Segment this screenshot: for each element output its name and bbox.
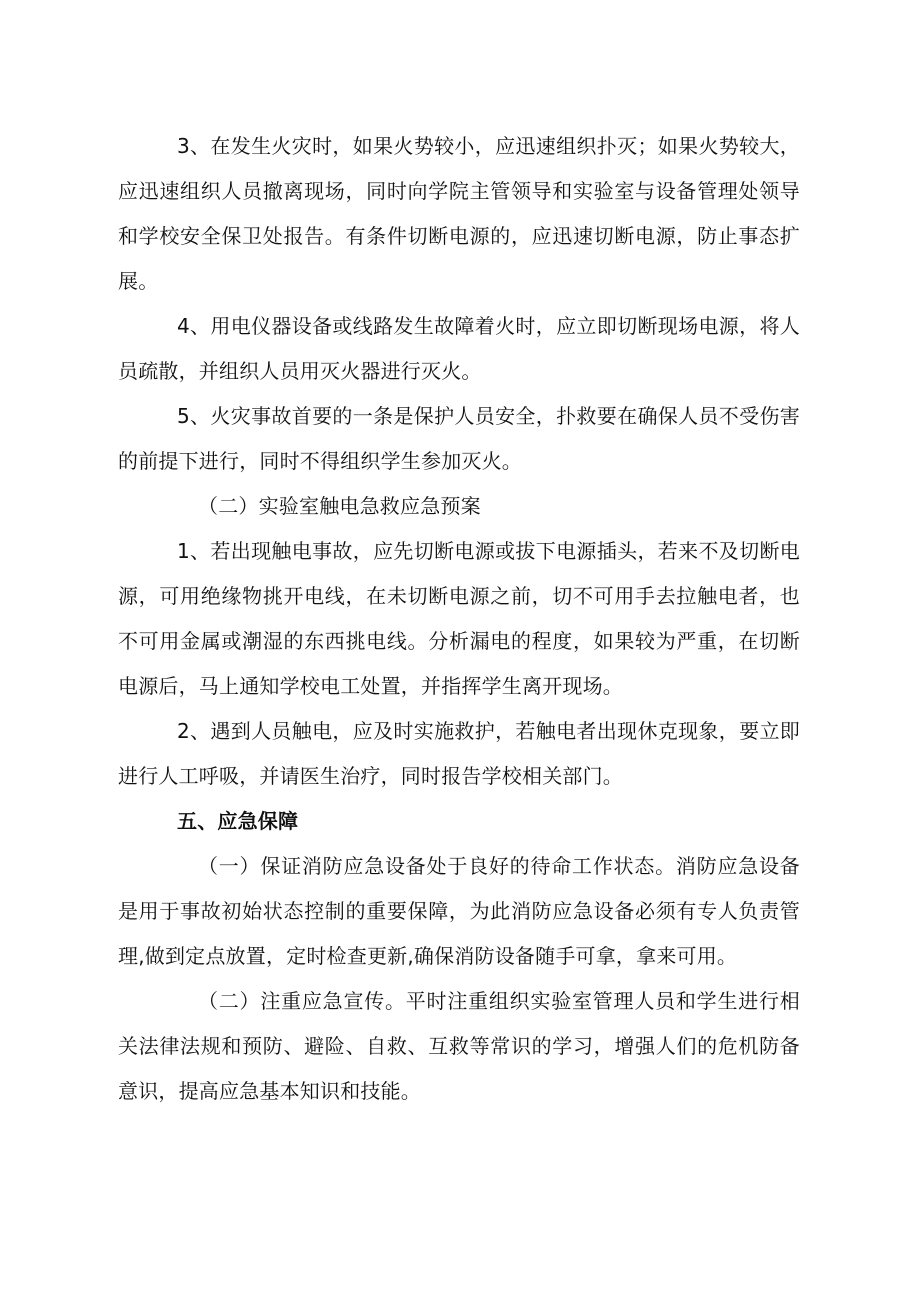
shock-item-1-paragraph: 1、若出现触电事故，应先切断电源或拔下电源插头，若来不及切断电源，可用绝缘物挑开电线，在未切断电源之前，切不可用手去拉触电者，也不可用金属或潮湿的东西挑电线。分析漏电的程度，如果较为严重，在切断电源后，马上通知学校电工处置，并指挥学生离开现场。 (118, 539, 800, 698)
fire-item-3-paragraph: 3、在发生火灾时，如果火势较小，应迅速组织扑灭；如果火势较大，应迅速组织人员撤离现场，同时向学院主管领导和实验室与设备管理处领导和学校安全保卫处报告。有条件切断电源的，应迅速切断电源，防止事态扩展。 (118, 134, 800, 293)
shock-item-2-paragraph: 2、遇到人员触电，应及时实施救护，若触电者出现休克现象，要立即进行人工呼吸，并请医生治疗，同时报告学校相关部门。 (118, 719, 800, 788)
section-5-heading: 五、应急保障 (177, 809, 299, 833)
electric-shock-subheading: （二）实验室触电急救应急预案 (198, 494, 481, 518)
fire-item-4-paragraph: 4、用电仪器设备或线路发生故障着火时，应立即切断现场电源，将人员疏散，并组织人员用灭火器进行灭火。 (118, 314, 800, 383)
guarantee-2-paragraph: （二）注重应急宣传。平时注重组织实验室管理人员和学生进行相关法律法规和预防、避险、自救、互救等常识的学习，增强人们的危机防备意识，提高应急基本知识和技能。 (118, 989, 800, 1103)
fire-item-5-paragraph: 5、火灾事故首要的一条是保护人员安全，扑救要在确保人员不受伤害的前提下进行，同时不得组织学生参加灭火。 (118, 404, 800, 473)
document-body (118, 124, 800, 1114)
guarantee-1-paragraph: （一）保证消防应急设备处于良好的待命工作状态。消防应急设备是用于事故初始状态控制的重要保障，为此消防应急设备必须有专人负责管理,做到定点放置，定时检查更新,确保消防设备随手可拿，拿来可用。 (118, 854, 800, 968)
